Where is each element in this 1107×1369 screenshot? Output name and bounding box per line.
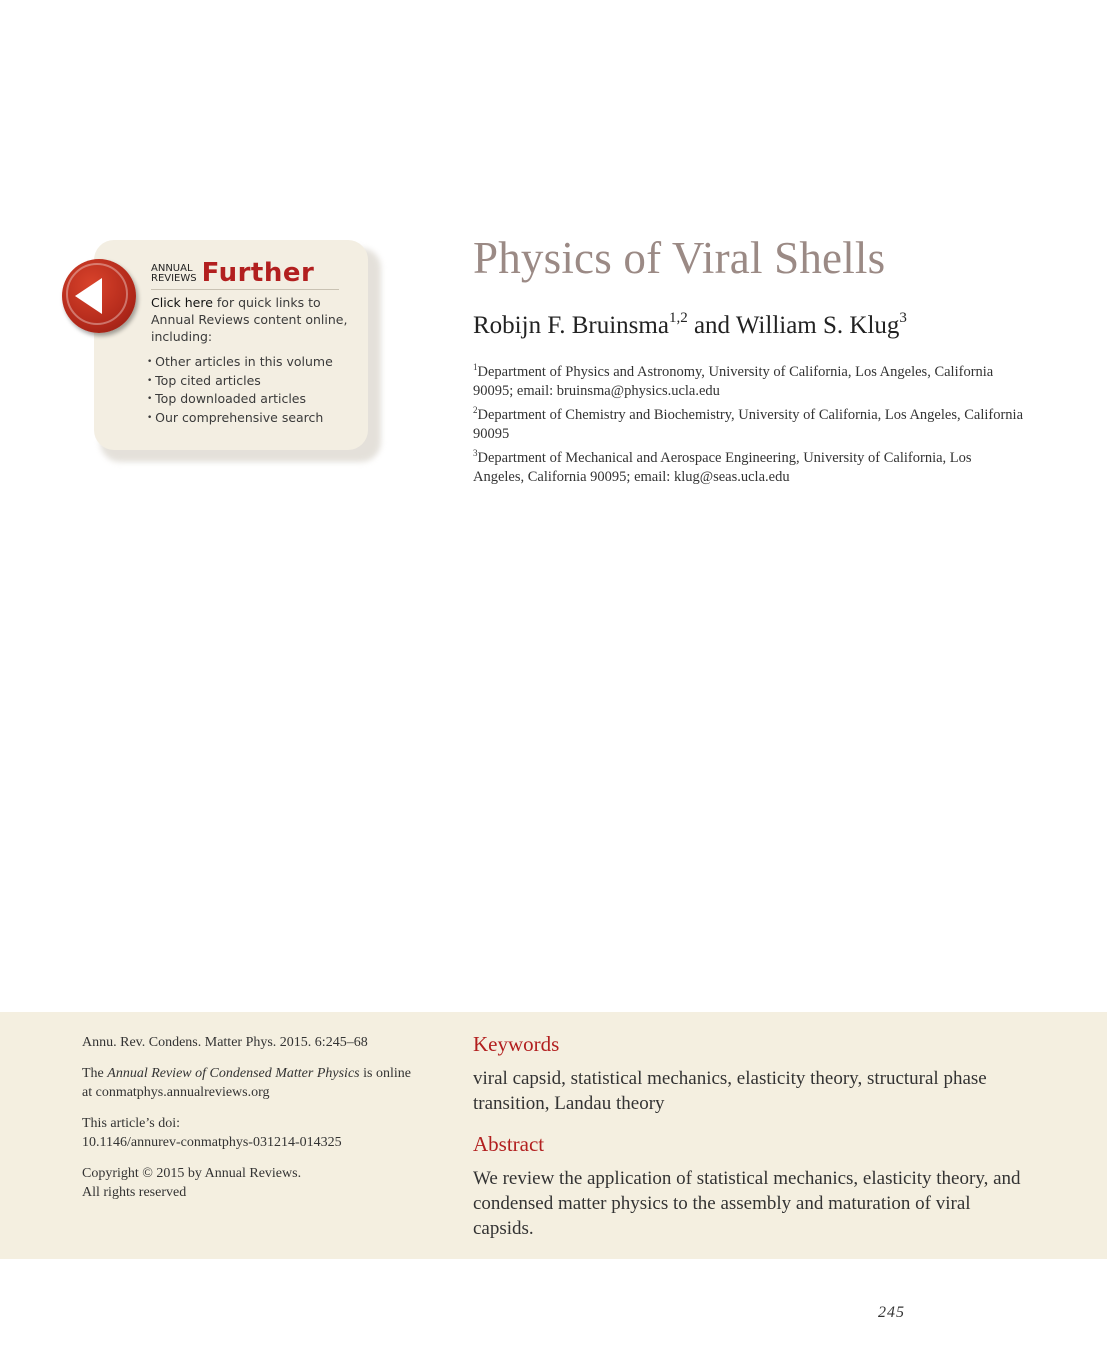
affiliation-1-text: Department of Physics and Astronomy, University of California, Los Angeles, California 90095; email: bruinsma@physics.ucla.edu <box>473 364 994 399</box>
doi-label: This article’s doi: <box>82 1116 180 1131</box>
brand-line-1: ANNUAL <box>151 263 193 274</box>
doi-block <box>82 1114 422 1152</box>
affiliation-1-sup: 1 <box>473 362 478 372</box>
journal-name: Annual Review of Condensed Matter Physics <box>107 1066 360 1081</box>
further-link-item[interactable]: • Top cited articles <box>147 372 368 391</box>
affiliation-2-sup: 2 <box>473 405 478 415</box>
author-1-affil: 1,2 <box>668 310 688 326</box>
further-link-item[interactable]: • Top downloaded articles <box>147 390 368 409</box>
affiliation-2-text: Department of Chemistry and Biochemistry, University of California, Los Angeles, California 90095 <box>473 407 1024 442</box>
abstract-text: We review the application of statistical mechanics, elasticity theory, and condensed matter physics to the assembly and maturation of viral capsids. <box>473 1168 1021 1239</box>
journal-online-note <box>82 1064 412 1102</box>
affiliation-3-text: Department of Mechanical and Aerospace Engineering, University of California, Los Angeles, California 90095; email: klug@seas.ucla.edu <box>473 450 972 485</box>
further-brand <box>151 260 339 290</box>
page-number: 245 <box>878 1304 905 1321</box>
click-here-link[interactable]: Click here <box>151 295 213 310</box>
author-2: and William S. Klug <box>687 312 900 339</box>
keywords-heading: Keywords <box>473 1032 560 1056</box>
affiliation-3-sup: 3 <box>473 448 478 458</box>
further-word: Further <box>201 258 315 288</box>
further-arrow-button[interactable] <box>62 259 136 333</box>
doi-value[interactable]: 10.1146/annurev-conmatphys-031214-014325 <box>82 1135 342 1150</box>
left-arrow-icon <box>75 278 102 314</box>
article-title: Physics of Viral Shells <box>473 233 886 283</box>
annual-reviews-logo-text <box>151 264 197 286</box>
further-links-list <box>147 353 368 427</box>
affiliation-2 <box>473 401 1033 444</box>
affiliation-3 <box>473 444 1003 487</box>
author-2-affil: 3 <box>899 310 907 326</box>
further-desc-rest: for quick links to Annual Reviews content online, including: <box>151 295 348 344</box>
copyright-block <box>82 1164 422 1202</box>
further-box[interactable] <box>94 240 368 450</box>
affiliation-1 <box>473 358 1033 401</box>
abstract-heading: Abstract <box>473 1132 545 1156</box>
online-pre: The <box>82 1066 108 1081</box>
article-authors <box>473 310 907 340</box>
author-1: Robijn F. Bruinsma <box>473 312 669 339</box>
rights-line: All rights reserved <box>82 1185 187 1200</box>
keywords-text: viral capsid, statistical mechanics, elasticity theory, structural phase transition, Landau theory <box>473 1068 987 1114</box>
further-description <box>151 294 351 345</box>
further-link-item[interactable]: • Other articles in this volume <box>147 353 368 372</box>
further-link-item[interactable]: • Our comprehensive search <box>147 409 368 428</box>
copyright-line: Copyright © 2015 by Annual Reviews. <box>82 1166 302 1181</box>
citation: Annu. Rev. Condens. Matter Phys. 2015. 6:245–68 <box>82 1035 368 1050</box>
online-post: is online at conmatphys.annualreviews.org <box>82 1066 411 1100</box>
brand-line-2: REVIEWS <box>151 273 197 284</box>
